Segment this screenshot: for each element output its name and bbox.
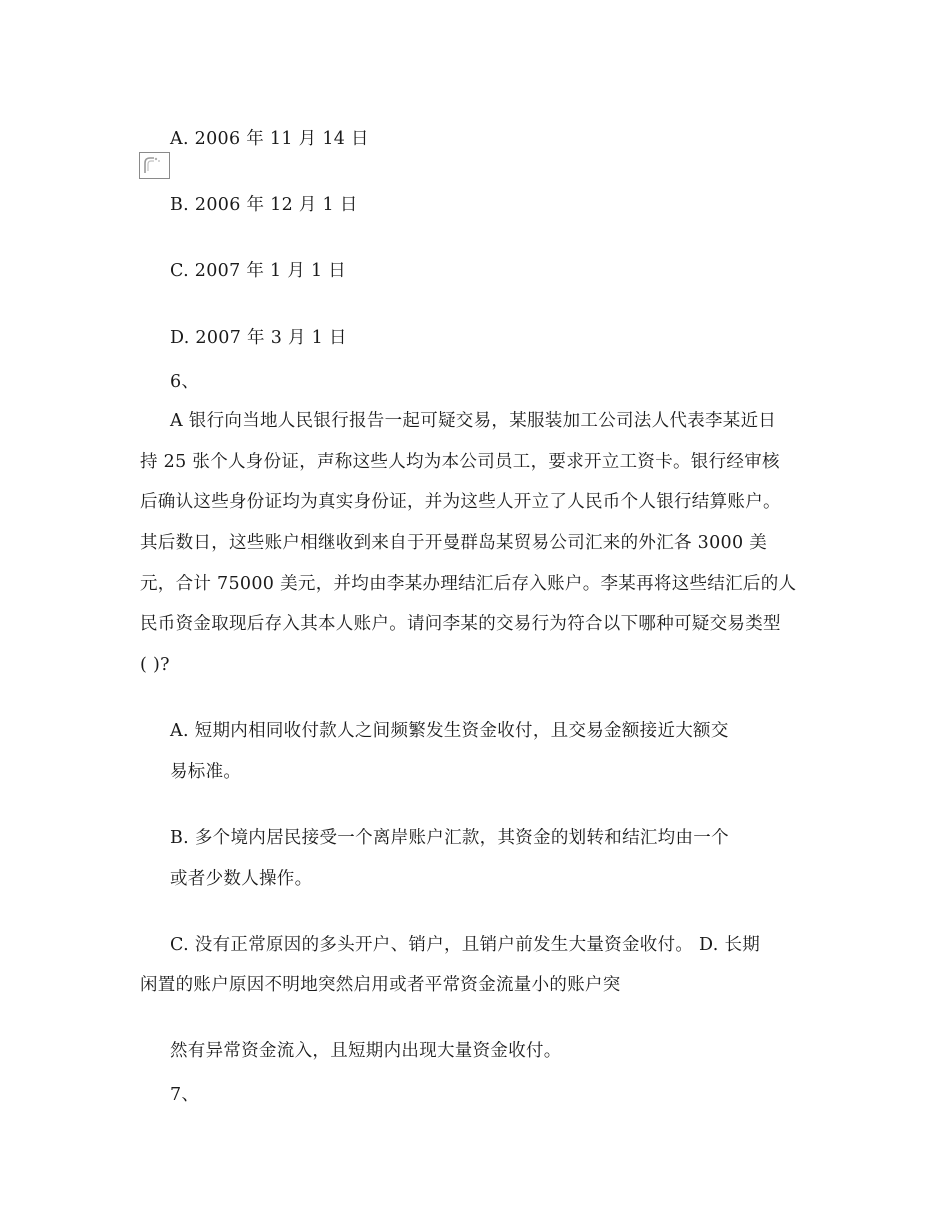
q6-stem-line: ( )? bbox=[140, 655, 170, 675]
q6-option-c-d: C. 没有正常原因的多头开户、销户，且销户前发生大量资金收付。 D. 长期 bbox=[170, 935, 761, 955]
q6-option-a: A. 短期内相同收付款人之间频繁发生资金收付，且交易金额接近大额交 bbox=[170, 721, 729, 741]
q6-option-b: B. 多个境内居民接受一个离岸账户汇款，其资金的划转和结汇均由一个 bbox=[170, 828, 729, 848]
q6-option-a-cont: 易标准。 bbox=[170, 762, 242, 782]
q5-option-b: B. 2006 年 12 月 1 日 bbox=[170, 195, 358, 215]
q6-option-d-cont: 闲置的账户原因不明地突然启用或者平常资金流量小的账户突 bbox=[140, 975, 621, 995]
q6-stem-line: 民币资金取现后存入其本人账户。请问李某的交易行为符合以下哪种可疑交易类型 bbox=[140, 614, 781, 634]
q6-option-d-cont: 然有异常资金流入，且短期内出现大量资金收付。 bbox=[170, 1041, 562, 1061]
q5-option-d: D. 2007 年 3 月 1 日 bbox=[170, 328, 347, 348]
q6-stem-line: A 银行向当地人民银行报告一起可疑交易，某服装加工公司法人代表李某近日 bbox=[170, 411, 777, 431]
q6-stem-line: 后确认这些身份证均为真实身份证，并为这些人开立了人民币个人银行结算账户。 bbox=[140, 492, 781, 512]
q6-number: 6、 bbox=[170, 372, 200, 392]
q7-number: 7、 bbox=[170, 1085, 200, 1105]
q5-option-a: A. 2006 年 11 月 14 日 bbox=[170, 129, 369, 149]
q5-option-c: C. 2007 年 1 月 1 日 bbox=[170, 261, 347, 281]
q6-stem-line: 持 25 张个人身份证，声称这些人均为本公司员工，要求开立工资卡。银行经审核 bbox=[140, 452, 780, 472]
q6-stem-line: 其后数日，这些账户相继收到来自于开曼群岛某贸易公司汇来的外汇各 3000 美 bbox=[140, 533, 768, 553]
q6-stem-line: 元，合计 75000 美元，并均由李某办理结汇后存入账户。李某再将这些结汇后的人 bbox=[140, 574, 797, 594]
broken-image-icon bbox=[139, 152, 170, 179]
q6-option-b-cont: 或者少数人操作。 bbox=[170, 869, 313, 889]
